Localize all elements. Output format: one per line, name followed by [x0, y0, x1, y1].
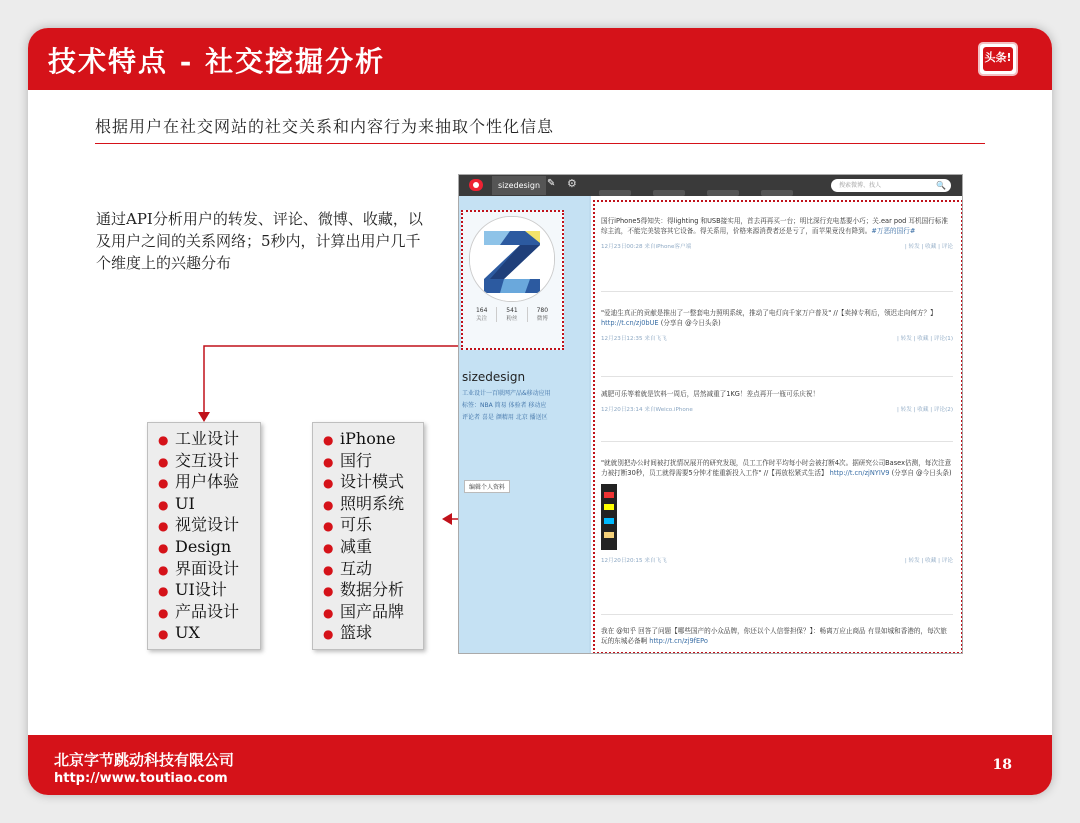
tag-item — [158, 580, 260, 602]
divider — [601, 291, 953, 292]
bullet-icon: ● — [323, 433, 334, 447]
tag-label: 照明系统 — [340, 493, 405, 513]
tag-item — [323, 494, 423, 516]
tag-label: 数据分析 — [340, 580, 405, 600]
interest-tags-left — [147, 422, 261, 650]
stat-posts[interactable]: 780 微博 — [536, 307, 549, 322]
footer — [28, 735, 1052, 795]
post-text: 我在 @知乎 回答了问题【哪些国产的小众品牌，你还以个人信誉担保？】：畅离万应止商品 有显如城和香港的，每次旅玩的东城必备啊 — [601, 627, 947, 645]
bullet-icon: ● — [158, 562, 169, 577]
post-actions[interactable]: | 转发 | 收藏 | 评论(1) — [896, 336, 953, 342]
feed-highlight — [593, 200, 963, 654]
tag-label: iPhone — [340, 429, 396, 448]
tag-label: 可乐 — [340, 515, 373, 535]
bullet-icon: ● — [158, 476, 169, 491]
tag-item — [323, 472, 423, 494]
tag-label: 国行 — [340, 450, 373, 470]
tag-label: 设计模式 — [340, 472, 405, 492]
profile-name: sizedesign — [462, 370, 526, 384]
description-text: 通过API分析用户的转发、评论、微博、收藏，以及用户之间的关系网络；5秒内，计算出用户几千个维度上的兴趣分布 — [96, 210, 423, 272]
search-placeholder: 搜索微博、找人 — [839, 182, 882, 189]
weibo-screenshot — [458, 174, 963, 654]
weibo-search-input[interactable] — [831, 179, 951, 192]
post-actions[interactable]: | 转发 | 收藏 | 评论 — [904, 244, 953, 250]
post-link[interactable]: http://t.cn/zj9fEPo — [649, 637, 708, 645]
weibo-profile-sidebar — [459, 196, 589, 653]
tag-label: 篮球 — [340, 623, 373, 643]
tag-label: 工业设计 — [175, 429, 240, 448]
stat-followers[interactable]: 541 粉丝 — [497, 307, 527, 322]
tag-item — [158, 537, 260, 559]
feed-post — [601, 626, 953, 646]
post-text: "爱迪生真正的贡献是推出了一整套电力照明系统，推动了电灯向千家万户普及" //【卖掉专利后，领迟走向何方？】 — [601, 309, 937, 317]
tag-label: 国产品牌 — [340, 601, 405, 621]
bullet-icon: ● — [158, 584, 169, 599]
bullet-icon: ● — [323, 454, 334, 469]
post-link[interactable]: http://t.cn/zjNYIV9 — [829, 469, 890, 477]
subtitle-divider — [95, 143, 985, 144]
post-time: 12月23日12:35 来自飞飞 — [601, 336, 667, 342]
bullet-icon: ● — [158, 497, 169, 512]
tag-label: 用户体验 — [175, 472, 240, 492]
post-time: 12月20日23:14 来自Weico.iPhone — [601, 407, 693, 413]
bullet-icon: ● — [323, 497, 334, 512]
post-source: (分享自 @今日头条) — [660, 319, 721, 327]
tag-item — [158, 515, 260, 537]
divider — [601, 441, 953, 442]
weibo-feed — [591, 196, 962, 653]
tag-item — [323, 451, 423, 473]
bullet-icon: ● — [323, 584, 334, 599]
post-text: 国行iPhone5得知失：得lighting 和USB接实用，首去再再买一台；明比深行充电基要小巧；关.ear pod 耳机国行标准综主流，不能完美装容其它设备。得关系用，价格来源消费者还是亏了，而苹果竟没有降到。 — [601, 217, 948, 235]
profile-card — [461, 210, 564, 350]
interest-tags-right — [312, 422, 424, 650]
tag-label: 减重 — [340, 536, 373, 556]
profile-stats — [467, 307, 557, 322]
tag-item — [158, 494, 260, 516]
post-actions[interactable]: | 转发 | 收藏 | 评论(2) — [896, 407, 953, 413]
weibo-logo-icon — [469, 179, 483, 191]
tag-label: UI — [175, 493, 195, 513]
tag-item — [158, 472, 260, 494]
company-url[interactable]: http://www.toutiao.com — [54, 771, 228, 786]
page-number: 18 — [992, 757, 1012, 773]
feed-post — [601, 458, 953, 564]
bullet-icon: ● — [158, 433, 169, 447]
feed-post — [601, 389, 953, 413]
weibo-username-tab[interactable]: sizedesign — [492, 176, 546, 195]
tag-item — [323, 429, 423, 451]
bullet-icon: ● — [323, 519, 334, 534]
bullet-icon: ● — [323, 540, 334, 555]
tag-label: 交互设计 — [175, 450, 240, 470]
avatar-logo-icon — [470, 217, 554, 301]
tag-item — [158, 429, 260, 451]
tag-item — [323, 515, 423, 537]
slide-title: 技术特点 - 社交挖掘分析 — [48, 45, 386, 78]
tag-item — [323, 580, 423, 602]
divider — [601, 376, 953, 377]
weibo-nav — [599, 181, 829, 190]
search-icon[interactable]: 🔍 — [936, 181, 946, 190]
divider — [601, 614, 953, 615]
stat-following[interactable]: 164 关注 — [467, 307, 497, 322]
tag-item — [323, 623, 423, 645]
tag-item — [158, 559, 260, 581]
bullet-icon: ● — [323, 562, 334, 577]
tag-item — [158, 451, 260, 473]
gear-icon[interactable]: ⚙ — [567, 177, 577, 190]
toutiao-logo — [978, 42, 1018, 76]
post-text: "就就别把办公时间被打扰情况展开的研究发现，员工工作时平均每小时会被打断4次。据研究公司Basex估测，每次注意力被打断30秒，员工就得需要5分钟才能重新投入工作" //【再放松紧式生活】 — [601, 459, 952, 477]
feed-post — [601, 308, 953, 342]
profile-tags: 标签：NBA 简易 体验者 移动应 — [462, 402, 547, 409]
post-time: 12月20日20:15 来自飞飞 — [601, 558, 667, 564]
bullet-icon: ● — [158, 454, 169, 469]
profile-meta: 评论者 喜是 颜精用 北京 播送区 — [462, 414, 548, 421]
post-link[interactable]: http://t.cn/zj0bUE — [601, 319, 659, 327]
post-link[interactable]: #万恶的国行# — [871, 227, 916, 235]
tag-label: UI设计 — [175, 580, 227, 600]
slide-subtitle: 根据用户在社交网站的社交关系和内容行为来抽取个性化信息 — [95, 117, 555, 136]
post-actions[interactable]: | 转发 | 收藏 | 评论 — [904, 558, 953, 564]
post-text: 减肥可乐等着就是饮料一周后，居然减重了1KG！差点再开一瓶可乐庆祝！ — [601, 390, 820, 398]
bullet-icon: ● — [323, 605, 334, 620]
bullet-icon: ● — [323, 627, 334, 642]
tag-item — [158, 602, 260, 624]
tag-item — [323, 537, 423, 559]
bullet-icon: ● — [323, 476, 334, 491]
bullet-icon: ● — [158, 605, 169, 620]
slide — [28, 28, 1052, 795]
post-time: 12月23日00:28 来自iPhone客户端 — [601, 244, 692, 250]
tag-item — [323, 559, 423, 581]
post-image[interactable] — [601, 484, 617, 550]
post-source: (分享自 @今日头条) — [891, 469, 952, 477]
tag-label: UX — [175, 623, 200, 643]
company-name: 北京字节跳动科技有限公司 — [54, 751, 235, 769]
tag-label: 界面设计 — [175, 558, 240, 578]
avatar[interactable] — [469, 216, 555, 302]
tag-label: 互动 — [340, 558, 373, 578]
bullet-icon: ● — [158, 519, 169, 534]
bullet-icon: ● — [158, 627, 169, 642]
tag-label: Design — [175, 536, 232, 556]
edit-icon[interactable]: ✎ — [547, 178, 556, 189]
profile-bio: 工业设计一百联网产品&移动应用 — [462, 390, 551, 397]
title-bar — [28, 28, 1052, 90]
logo-text: 头条! — [983, 47, 1013, 71]
tag-item — [158, 623, 260, 645]
tag-label: 产品设计 — [175, 601, 240, 621]
weibo-topbar — [459, 175, 962, 196]
bullet-icon: ● — [158, 540, 169, 555]
feed-post — [601, 216, 953, 250]
tag-item — [323, 602, 423, 624]
tag-label: 视觉设计 — [175, 515, 240, 535]
edit-profile-button[interactable]: 编辑个人资料 — [464, 480, 510, 493]
